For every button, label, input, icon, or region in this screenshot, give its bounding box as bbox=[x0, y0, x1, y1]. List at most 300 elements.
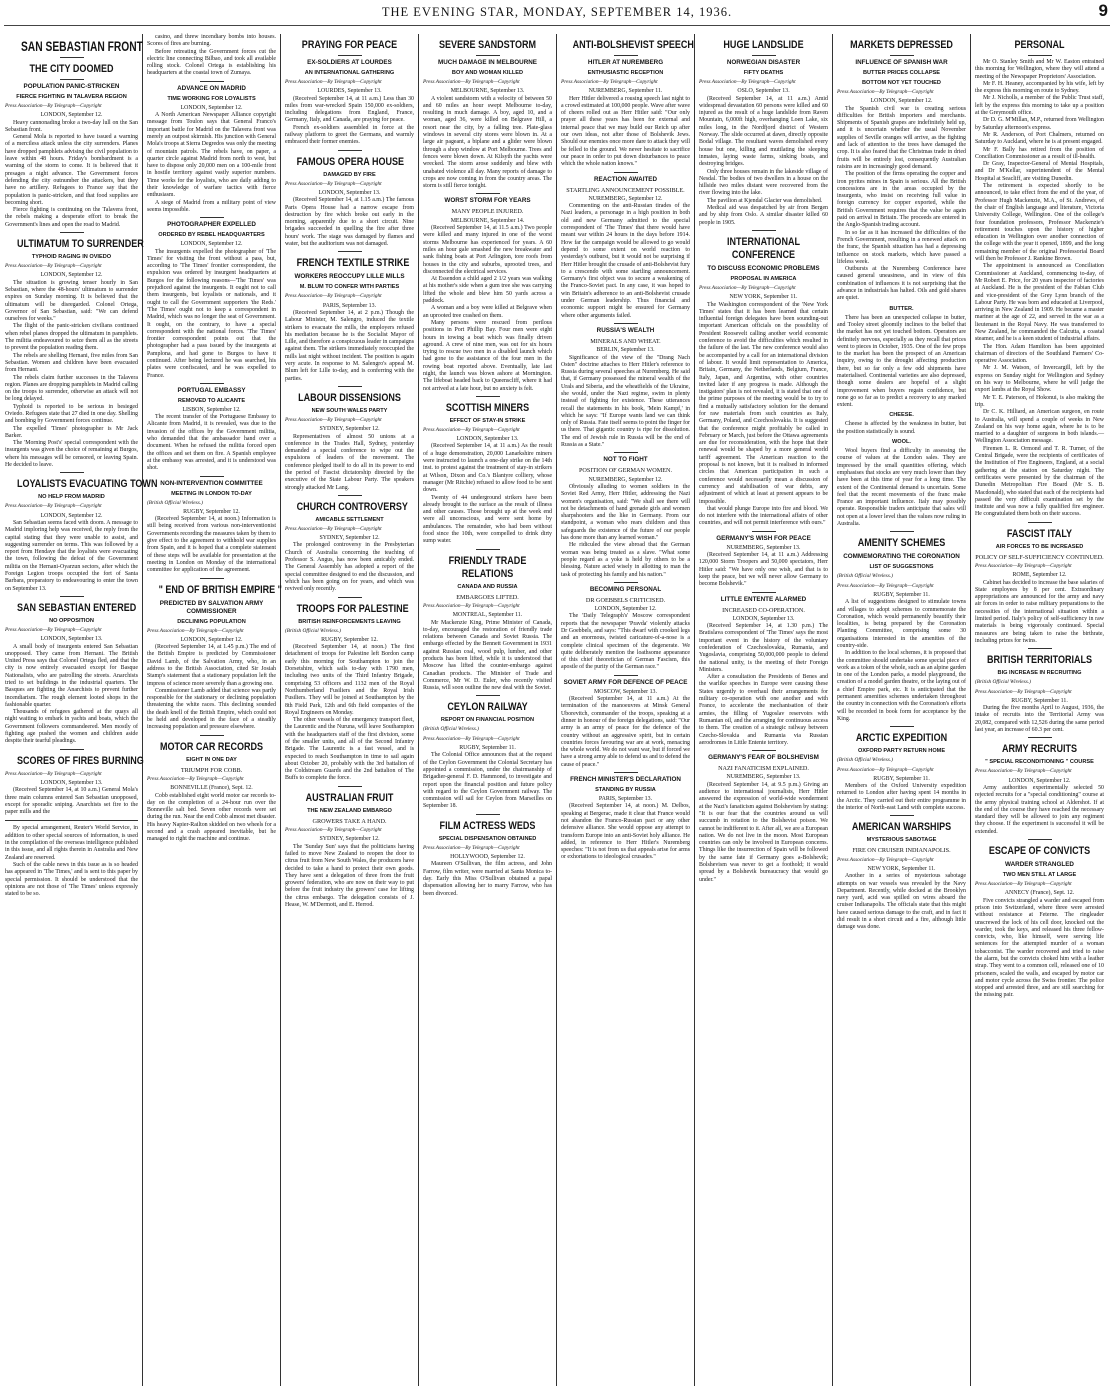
subheadline: NON-INTERVENTION COMMITTEE bbox=[160, 479, 263, 487]
separator-rule bbox=[338, 251, 362, 252]
paragraph: Obviously alluding to women soldiers in the Soviet Red Army, Herr Hitler, addressing the Nazi women's organisation, said: "We shall see there will not be detachments of hand grenade girls and women sharpshooters and the like in Germany. From our standpoint, a woman who rears children and thus safeguards the existence of the future of our people has done more than any learned woman." bbox=[561, 483, 690, 542]
dateline: ROME, September 12. bbox=[1012, 572, 1067, 579]
dateline: LONDON, September 13. bbox=[318, 189, 381, 196]
paragraph: The situation is growing tenser hourly in San Sebastian, where the 48-hours' ultimatum to surrender expires on Sunday morning. It is believed that the ultimatum will be disregarded. Colonel Ortega, Governor of San Sebastian, said: "We can defend ourselves for weeks." bbox=[5, 279, 138, 323]
headline: BRITISH TERRITORIALS bbox=[986, 654, 1093, 667]
separator-rule bbox=[890, 815, 914, 816]
wire-credit: Press Association—By Telegraph—Copyright bbox=[975, 768, 1072, 775]
paragraph: Dr D. G. M'Millan, M.P., returned from Wellington by Saturday afternoon's express. bbox=[975, 117, 1104, 131]
kicker: TYPHOID RAGING IN OVIEDO bbox=[31, 254, 112, 261]
paragraph: (Received September 14, at 11 a.m.) Less than 30 miles from war-wrecked Spain 150,000 ex-soldiers, including delegations from England, France, Germany, Italy, and Canada, are praying for peace. bbox=[285, 95, 414, 124]
kicker: SPECIAL DISPENSATION OBTAINED bbox=[438, 835, 537, 842]
wire-credit: Press Association—By Telegraph—Copyright bbox=[423, 735, 520, 742]
dateline: LONDON, September 12. bbox=[40, 272, 103, 279]
article-body bbox=[423, 861, 552, 897]
paragraph: Five convicts strangled a warder and escaped from prison into Switzerland, where three were arrested without resistance at Feterne. The ringleader unscrewed the lock of his cell door, knocked out the warder, took the keys, and released his three fellow-convicts, who, like himself, were serving life sentences for the attempted murder of a woman tobacconist. The warder recovered and tried to raise the alarm, but the convicts choked him with a leather strap. They went to a common cell, released one of 10 prisoners, scaled the walls, and escaped by motor car and motor cycle across the Swiss frontier. The police stopped and arrested three, and are still searching for the missing pair. bbox=[975, 897, 1104, 999]
wire-credit: (British Official Wireless.) bbox=[975, 679, 1031, 686]
dateline: PARIS, September 13. bbox=[322, 302, 377, 309]
kicker: BRITISH REINFORCEMENTS LEAVING bbox=[298, 618, 401, 625]
paragraph: A list of suggestions designed to stimulate towns and villages to adopt schemes to commemorate the Coronation, which would permanently beautify their localities, is being prepared by the Coronation Planting Committee, comprising some 30 organisations interested in the amenities of the country-side. bbox=[837, 599, 966, 649]
paragraph: Army authorities experimentally selected 50 rejected recruits for a "special conditioning" course at the army physical training school at Aldershot. If at the end of the course they have reached the necessary standard they will be allowed to join any regiment they choose. If the experiment is successful it will be extended. bbox=[975, 784, 1104, 835]
paragraph: The prolonged controversy in the Presbyterian Church of Australia concerning the teaching of Professor S. Angus, has now been amicably ended. The General Assembly has adopted a report of the special committee designed to end the discussion, and which has been going on for years, and which was revived only recently. bbox=[285, 542, 414, 593]
subheadline: POPULATION PANIC-STRICKEN bbox=[23, 83, 120, 90]
kicker: DECLINING POPULATION bbox=[177, 618, 246, 625]
article-body bbox=[285, 197, 414, 248]
headline: LOYALISTS EVACUATING TOWN bbox=[16, 478, 158, 491]
paragraph: Cabinet has decided to increase the base salaries of State employees by 8 per cent. Extraordinary appropriations are announced for the army and navy air forces in order to raise military preparations to the necessities of the international situation within a limited period. Italy's policy of self-sufficiency in raw materials is being vigorously continued. Special measures are being taken to raise the birthrate, including prizes for twins. bbox=[975, 579, 1104, 644]
subheadline: HITLER AT NUREMBERG bbox=[587, 59, 664, 66]
paragraph: He ridiculed the view abroad that the German woman was being treated as a slave. "What some people regard as a yoke is held by others to be a blessing. Nature acted wisely in allotting to man the task of protecting his family and his nation." bbox=[561, 542, 690, 578]
article-body bbox=[147, 34, 276, 78]
headline: CHURCH CONTROVERSY bbox=[296, 500, 408, 513]
dateline: LISBON, September 12. bbox=[182, 406, 241, 413]
subheadline: SOVIET ARMY FOR DEFENCE OF PEACE bbox=[563, 678, 688, 686]
paragraph: Herr Hitler delivered a rousing speech last night to a crowd estimated at 100,000 people. Wave after wave of cheers rolled out as Herr Hitler said: "Our only prayer all these years has been for external and internal peace that we may build our Reich up after our own ideas, not after those of Bolshevik Jews. Should our enemies once more dare to attack they will be felled to the ground. We never hesitate to sacrifice our peace in order to put down disturbances to peace which the whole nation knows." bbox=[561, 95, 690, 168]
kicker: AIR FORCES TO BE INCREASED bbox=[995, 543, 1084, 550]
dateline: NUREMBERG, September 12. bbox=[588, 195, 663, 202]
dateline: ANNECY (France), Sept. 12. bbox=[1004, 890, 1075, 897]
headline: HUGE LANDSLIDE bbox=[723, 39, 804, 51]
wire-credit: Press Association—By Telegraph—Copyright bbox=[285, 293, 382, 300]
subheadline: LITTLE ENTENTE ALARMED bbox=[720, 595, 807, 603]
kicker: LIST OF SUGGESTIONS bbox=[869, 564, 934, 571]
wire-credit: Press Association—By Telegraph—Copyright bbox=[147, 775, 244, 782]
paragraph: Members of the Oxford University expedition returned to London after having spent 14 months in the Arctic. They carried out their entire programme in the interior of North-east Land with complete success. bbox=[837, 783, 966, 812]
paragraph: (Received September 14, at 10 a.m.) General Mola's three main columns entered San Sebastian unopposed, except for sporadic sniping. Anarchists set fire to the paper mills and the bbox=[5, 787, 138, 816]
article-body bbox=[561, 203, 690, 320]
separator-rule bbox=[1028, 737, 1052, 738]
paragraph: The recent transfer of the Portuguese Embassy to Alicante from Madrid, it is revealed, was due to the invasion of the offices by the Government militia, who demanded that the ambassador hand over a document. When he refused the militia forced open the offices and set them on fire. A Spanish employee at the embassy was arrested, and it is understood was shot. bbox=[147, 414, 276, 472]
separator-rule bbox=[752, 592, 776, 593]
separator-rule bbox=[890, 726, 914, 727]
paragraph: The Colonial Office announces that at the request of the Ceylon Government the Colonial Secretary has appointed a commission, under the chairmanship of Brigadier-general F. D. Hammond, to investigate and report upon the financial position and future policy with regard to the Ceylon Government railway. The commission will sail for Ceylon from Marseilles on September 18. bbox=[423, 752, 552, 810]
paragraph: The 'Daily Telegraph's' Moscow correspondent reports that the newspaper 'Pravda' violently attacks Dr Goebbels, and says: "This dwarf with crooked legs and an enormous, twisted caricature-of-a-nose is a complete clinical specimen of the degenerate. We quite deliberately mention the loathsome appearance of this chief theoretician of German Fascism, this apostle of the purity of the German race." bbox=[561, 613, 690, 671]
headline: CEYLON RAILWAY bbox=[447, 701, 528, 714]
masthead bbox=[0, 0, 1114, 34]
separator-rule bbox=[614, 772, 638, 773]
article-body bbox=[147, 516, 276, 574]
paragraph: Mr O. Stanley Smith and Mr W. Easton entrained this morning for Wellington, where they will attend a meeting of the Newspaper Proprietors' Association. bbox=[975, 59, 1104, 80]
paragraph: Mr Mackenzie King, Prime Minister of Canada, to-day, encouraged the restoration of friendly trade relations between Canada and Soviet Russia. The embargo effected by the Bennett Government in 1931 against Russian coal, wood pulp, lumber, and other products has been lifted, while it is understood that Moscow has lifted the counter-embargo against Canadian products. The Minister of Trade and Commerce, Mr W. D. Euler, who recently visited Russia, will soon outline the new deal with the Soviet. bbox=[423, 619, 552, 692]
paragraph: Twenty of 44 underground strikers have been already brought to the surface as the result of illness and other causes. Those brought up at the week end were all unconscious, and were sent home by ambulances. The remainder, who had been without food since the 10th, were compelled to drink dirty sump water. bbox=[423, 494, 552, 545]
headline: FASCIST ITALY bbox=[1006, 527, 1073, 540]
dateline: NEW YORK, September 11. bbox=[729, 294, 798, 301]
headline: AMENITY SCHEMES bbox=[857, 537, 946, 550]
paragraph: Commissioner Lamb added that science was partly responsible for the stationary or declining population threatening the white races. This declining sounded the death knell of the British Empire, which could not be held and developed in the face of a steadily increasing population and pressure elsewhere. bbox=[147, 687, 276, 731]
article-body bbox=[699, 623, 828, 747]
separator-rule bbox=[890, 531, 914, 532]
article-body bbox=[147, 414, 276, 472]
wire-credit: (British Official Wireless.) bbox=[837, 757, 893, 764]
dateline: NUREMBERG, September 11. bbox=[588, 88, 663, 95]
paragraph: Mr J. M. Watson, of Invercargill, left by the express on Sunday night for Wellington and Sydney on his way to Melbourne, where he will judge the export lambs at the Royal Show. bbox=[975, 365, 1104, 394]
subheadline: GERMANY'S FEAR OF BOLSHEVISM bbox=[708, 754, 819, 762]
headline: MOTOR CAR RECORDS bbox=[159, 740, 264, 753]
separator-rule bbox=[1028, 55, 1052, 56]
article-body bbox=[699, 96, 828, 227]
paragraph: At Essendon a child aged 2 1/2 years was walking at his mother's side when a gum tree she was carrying lifted the whole and blew him 50 yards across a paddock. bbox=[423, 276, 552, 305]
dateline: LONDON, September 12. bbox=[40, 112, 103, 119]
dateline: LONDON, September 12. bbox=[40, 512, 103, 519]
article-body bbox=[561, 484, 690, 579]
subheadline: PREDICTED BY SALVATION ARMY COMMISSIONER bbox=[159, 599, 264, 615]
dateline: SYDNEY, September 12. bbox=[319, 426, 380, 433]
article-body bbox=[561, 355, 690, 450]
masthead-rule bbox=[4, 25, 1110, 26]
headline: PRAYING FOR PEACE bbox=[301, 39, 398, 51]
kicker: AMICABLE SETTLEMENT bbox=[315, 516, 384, 523]
kicker: EIGHT IN ONE DAY bbox=[186, 756, 237, 763]
paragraph: (Received September 14, at 11.5 a.m.) Two people were killed and many injured in one of the worst storms Melbourne has experienced for years. A 60 miles an hour gale smashed the new breakwater and sank fishing boats at Port Arlington, tore roofs from houses in the city and suburbs, uprooted trees, and disconnected the electrical services. bbox=[423, 225, 552, 275]
subheadline: ADVANCE ON MADRID bbox=[177, 84, 246, 92]
paragraph: The appointment is announced as Conciliation Commissioner at Auckland, commencing to-day, of Mr Robert E. Price, for 20 years inspector of factories at Auckland. He is the president of the Fabian Club and vice-president of the Grey Lynn branch of the Labour Party. He was born and educated at Liverpool, arriving in New Zealand in 1909. He became a master mariner at the age of 22, and served in the war as a lieutenant in the Royal Navy. He was transferred to New Zealand, he commanded the Calcutta, a coastal steamer, and he is a keen student of industrial affairs. bbox=[975, 263, 1104, 343]
paragraph: The Spanish civil war is creating serious difficulties for British importers and merchants. Shipments of Spanish grapes are indefinitely held up, and it is uncertain whether the usual November supplies of Seville oranges will arrive, as the fighting and lack of attention to the trees have damaged the crop. It is also feared that the Christmas trade in dried fruits will be entirely lost, consequently Australian raisins are in increasingly good demand. bbox=[837, 105, 966, 170]
wire-credit: (British Official Wireless.) bbox=[285, 627, 341, 634]
wire-credit: (British Official Wireless.) bbox=[423, 726, 479, 733]
wire-credit: Press Association—By Telegraph—Copyright bbox=[837, 89, 934, 95]
separator-rule bbox=[338, 495, 362, 496]
separator-rule bbox=[890, 55, 914, 56]
subheadline: REACTION AWAITED bbox=[593, 175, 658, 183]
article-body bbox=[423, 225, 552, 393]
headline: SAN SEBASTIAN ENTERED bbox=[16, 601, 137, 614]
paragraph: Mr R. Anderson, of Port Chalmers, returned on Saturday to Auckland, where he is at present engaged. bbox=[975, 131, 1104, 146]
dateline: SYDNEY, September 12. bbox=[319, 836, 380, 843]
paragraph: The other vessels of the emergency transport fleet, the Laurentic and the Nuruna, will leave Southampton with the headquarters staff of the first division, some of the smaller units, and all of the Second Infantry Brigade. The Laurentic is a fast vessel, and is expected to reach Southampton in time to sail again about October 20, probably with the 3rd battalion of the Coldstream Guards and the 2nd battalion of The Buffs to complete the force. bbox=[285, 717, 414, 782]
article-body bbox=[423, 96, 552, 191]
article-body bbox=[837, 315, 966, 410]
separator-rule bbox=[60, 596, 84, 597]
headline: AMERICAN WARSHIPS bbox=[851, 821, 952, 834]
separator-rule bbox=[338, 55, 362, 56]
wire-credit: Press Association—By Telegraph—Copyright bbox=[5, 503, 102, 510]
article-body bbox=[837, 448, 966, 528]
article-body bbox=[5, 644, 138, 746]
paragraph: that would plunge Europe into fire and blood. We do not interfere with the international affairs of other countries, and will not permit interference with ours." bbox=[699, 505, 828, 527]
wire-credit: Press Association—By Telegraph—Copyright bbox=[5, 770, 102, 777]
headline: SCOTTISH MINERS bbox=[445, 401, 530, 414]
deck: MINERALS AND WHEAT. bbox=[590, 337, 661, 345]
kicker: ENTHUSIASTIC RECEPTION bbox=[587, 70, 664, 76]
separator-rule bbox=[614, 452, 638, 453]
separator-rule bbox=[60, 232, 84, 233]
kicker: MYSTERIOUS SABOTAGE bbox=[866, 837, 937, 844]
dateline: LONDON, September 12. bbox=[870, 98, 933, 105]
kicker: REPORT ON FINANCIAL POSITION bbox=[440, 717, 535, 724]
headline: FAMOUS OPERA HOUSE bbox=[296, 155, 405, 168]
paragraph: In addition to the local schemes, it is proposed that the committee should undertake some special piece of work as a token of the whole, such as an alpine garden in one of the London parks, a model playground, the creation of a model garden theatre, or the laying out of a chief Empire park, etc. It is anticipated that the permanent amenities schemes undertaken throughout the country in connection with the Coronation's efforts will be recorded in book form for acceptance by the King. bbox=[837, 650, 966, 722]
article-body bbox=[5, 520, 138, 593]
column-7 bbox=[832, 34, 970, 1386]
paragraph: The 'Sunday Sun' says that the politicians having failed to move New Zealand to reopen the door to citrus fruit from New South Wales, the producers have decided to take a hand to protect their own goods. They have sent a delegation of three from the fruit growers' federation, who are now on their way to put before the fruit industry the growers' case for lifting the citrus embargo. The delegation consists of J. Hease, W. M'Dermott, and E. Herrod. bbox=[285, 843, 414, 909]
separator-rule bbox=[614, 675, 638, 676]
dateline: RUGBY, September 11. bbox=[459, 745, 516, 752]
wire-credit: Press Association—By Telegraph—Copyright bbox=[699, 79, 796, 85]
dateline: NUREMBERG, September 13. bbox=[726, 544, 801, 551]
deck: GROWERS TAKE A HAND. bbox=[312, 817, 387, 825]
article-body bbox=[147, 644, 276, 732]
wire-credit: Press Association—By Telegraph—Copyright bbox=[975, 563, 1072, 569]
article-body bbox=[975, 580, 1104, 646]
kicker: WOOL. bbox=[892, 439, 911, 446]
separator-rule bbox=[338, 386, 362, 387]
paragraph: (Received September 14, at 1.15 a.m.) The famous Paris Opera House had a narrow escape from destruction by fire which broke out early in the morning, apparently due to a short circuit. Nine brigades succeeded in quelling the fire after three hours' work. The stage was damaged by flames and water, but the auditorium was not damaged. bbox=[285, 197, 414, 248]
separator-rule bbox=[60, 472, 84, 473]
dateline: MELBOURNE, September 13. bbox=[450, 88, 525, 95]
paragraph: Firemen L. R. Ormond and T. R. Turner, of the Central Brigade, were the recipients of certificates of the Institution of Fire Engineers, England, at a social gathering at the station on Saturday night. The certificates were presented by the chairman of the Dunedin Metropolitan Fire Board (Mr S. B. Macdonald), who stated that each of the recipients had passed the very difficult examination set by the institute and was now a fully qualified fire engineer. He congratulated them both on their success. bbox=[975, 445, 1104, 518]
subheadline: PHOTOGRAPHER EXPELLED bbox=[167, 221, 256, 229]
deck: FIRE ON CRUISER INDIANAPOLIS. bbox=[852, 847, 951, 855]
article-body bbox=[423, 443, 552, 545]
subheadline: TO DISCUSS ECONOMIC PROBLEMS bbox=[707, 264, 820, 272]
kicker: EFFECT OF STAY-IN STRIKE bbox=[449, 417, 526, 424]
deck: POSITION OF GERMAN WOMEN. bbox=[578, 467, 673, 475]
paragraph: Medical aid was despatched by air from Bergen and by ship from Oslo. A similar disaster killed 60 people in 1905. bbox=[699, 205, 828, 226]
paragraph: The Washington correspondent of the 'New York Times' states that it has been learned that certain influential foreign delegates have been sounding-out important American officials on the possibility of President Roosevelt calling another world economic conference to avoid the difficulties which resulted in the failure of the last. The new conference would also be accompanied by a call for an international division of labour. It would limit representation to America, Britain, Germany, the Netherlands, Belgium, France, Italy, Japan, and Argentina, with other countries invited later if any progress is made. Although the instigators' plan is not revealed, it is stated that one of the prime purposes of the meeting would be to try to find a mutually satisfactory solution for the demand for raw materials from such countries as Italy, Germany, Poland, and Czechoslovakia. It is suggested that the conference might profitably be called in February or March, just before the Ottawa agreements are due for reconsideration, with the hope that their renewal would be shaped by a more general world tariff agreement. The American reaction to the proposal is not known, but it is realised in informed circles that American participation in such a conference would necessarily mean a discussion of currency and stabilisation of war debts, any adjustment of which at least at present appears to be impossible. bbox=[699, 301, 828, 505]
separator-rule bbox=[338, 597, 362, 598]
dateline: RUGBY, September 11. bbox=[873, 775, 930, 782]
headline: FRENCH TEXTILE STRIKE bbox=[296, 257, 410, 270]
kicker: " SPECIAL RECONDITIONING " COURSE bbox=[985, 759, 1094, 766]
deck: MANY PEOPLE INJURED. bbox=[451, 208, 524, 216]
article-body bbox=[285, 96, 414, 147]
paragraph: After a consultation the Presidents of Benes and the warlike speeches in Europe were causing these States urgently to overhaul their arrangements for military co-operation with one another and with France, to accelerate the mechanisation of their armies, the filling of Yugoslav reservoirs with Rumanian oil, and the arranging for continuous access to them. The creation of a strategic railway between Czecho-Slovakia and Rumania via Russian aerodromes in Little Entente territory. bbox=[699, 674, 828, 746]
paragraph: A woman and a boy were killed at Belgrave when an uprooted tree crashed on them. bbox=[423, 305, 552, 319]
paragraph: Cobb established eight world motor car records to-day on the completion of a 24-hour run over the Bonneville salt bed. Seven other records were set during the run. Near the end Cobb almost met disaster. His heavy Napier-Railton skidded on two wheels for a second and a crash appeared inevitable, but he managed to right the machine and continue. bbox=[147, 792, 276, 843]
separator-rule bbox=[752, 230, 776, 231]
paragraph: San Sebastian seems faced with doom. A message to Madrid imploring help was received, the reply from the capital stating that they were unable to assist, and suggesting surrender on terms. This was followed by a report from Hendaye that the loyalists were evacuating the town, following the defeat of the Government militia on the Hernani-Oyarzun sectors, after which the Foreign Legion troops occupied the fort of Santa Barbara, preparatory to endeavouring to enter the town on September 13. bbox=[5, 519, 138, 592]
headline: " END OF BRITISH EMPIRE " bbox=[158, 583, 282, 596]
article-body bbox=[561, 803, 690, 861]
wire-credit: Press Association—By Telegraph—Copyright bbox=[699, 284, 796, 291]
article-body bbox=[561, 96, 690, 169]
dateline: BONNEVILLE (France), Sept. 12. bbox=[170, 785, 253, 792]
dateline: NUREMBERG, September 13. bbox=[726, 774, 801, 781]
article-body bbox=[699, 782, 828, 884]
separator-rule bbox=[752, 531, 776, 532]
article-body bbox=[285, 844, 414, 910]
headline: SAN SEBASTIAN FRONT bbox=[20, 39, 143, 54]
kicker: DAMAGED BY FIRE bbox=[323, 171, 376, 178]
wire-credit: Press Association—By Telegraph—Copyright bbox=[5, 103, 102, 109]
wire-credit: Press Association—By Telegraph—Copyright bbox=[285, 525, 382, 532]
dateline: LONDON, September 12. bbox=[180, 104, 243, 111]
kicker: ORDERED BY REBEL HEADQUARTERS bbox=[158, 232, 265, 239]
kicker: BUTTER PRICES COLLAPSE bbox=[862, 70, 941, 76]
article-body bbox=[423, 752, 552, 810]
kicker: BIG INCREASE IN RECRUITING bbox=[997, 670, 1082, 677]
paragraph: Typhoid is reported to be serious in besieged Oviedo. Refugees state that 27 died in one day. Shelling and bombing by Government forces continue. bbox=[5, 403, 138, 425]
article-body bbox=[837, 106, 966, 303]
article-body bbox=[975, 785, 1104, 836]
article-body bbox=[561, 696, 690, 769]
wire-credit: Press Association—By Telegraph—Copyright bbox=[285, 79, 382, 85]
paragraph: The rebels are shelling Hernani, five miles from San Sebastian. Women and children have been evacuated from Hernani. bbox=[5, 352, 138, 374]
subheadline: WORST STORM FOR YEARS bbox=[444, 197, 531, 205]
kicker: TIME WORKING FOR LOYALISTS bbox=[167, 95, 256, 102]
headline: ESCAPE OF CONVICTS bbox=[988, 845, 1091, 858]
kicker: STANDING BY RUSSIA bbox=[595, 787, 656, 794]
subheadline: BECOMING PERSONAL bbox=[589, 585, 662, 593]
paragraph: Mr T. E. Paterson, of Hokonui, is also making the trip. bbox=[975, 394, 1104, 408]
subheadline: COMMEMORATING THE CORONATION bbox=[843, 553, 960, 561]
dateline: NUREMBERG, September 12. bbox=[588, 476, 663, 483]
separator-rule bbox=[1028, 839, 1052, 840]
subheadline: PORTUGAL EMBASSY bbox=[177, 386, 246, 394]
paragraph: Mr F. H. Heaney, accompanied by his wife, left by the express this morning en route to Sydney. bbox=[975, 80, 1104, 95]
article-body bbox=[699, 302, 828, 506]
wire-credit: Press Association—By Telegraph—Copyright bbox=[5, 263, 102, 270]
wire-credit: Press Association—By Telegraph—Copyright bbox=[975, 881, 1072, 888]
dateline: OSLO, September 13. bbox=[737, 88, 790, 95]
kicker: FIFTY DEATHS bbox=[743, 70, 784, 76]
separator-rule bbox=[1028, 522, 1052, 523]
deck: STARTLING ANNOUNCEMENT POSSIBLE. bbox=[566, 186, 685, 194]
paragraph: A small body of insurgents entered San Sebastian unopposed. They came from Hernani. The British United Press says that Colonel Ortega fled, and that the city is now entirely evacuated except for Basque Nationalists, who are patrolling the streets. Anarchists tried to set buildings in the industrial quarters. The Basques are fighting the Anarchists to prevent further incendiarism. The rough element looted shops in the fashionable quarter. bbox=[5, 643, 138, 708]
paragraph: French ex-soldiers assembled in force at the railway platform to greet the Germans, and warmly embraced their former enemies. bbox=[285, 124, 414, 146]
dateline: LONDON, September 12. bbox=[1008, 777, 1071, 784]
article-body bbox=[5, 280, 138, 470]
dateline: LONDON, September 13. bbox=[40, 779, 103, 786]
article-body bbox=[837, 873, 966, 931]
subheadline: WORKERS REOCCUPY LILLE MILLS bbox=[294, 273, 405, 281]
wire-credit: Press Association—By Telegraph—Copyright bbox=[423, 602, 520, 609]
wire-credit: Press Association—By Telegraph—Copyright bbox=[285, 416, 382, 423]
paragraph: The Hon. Adam Hamilton has been appointed chairman of directors of the Southland Farmers' Co-operative Association. bbox=[975, 343, 1104, 365]
wire-credit: Press Association—By Telegraph—Copyright bbox=[837, 766, 934, 773]
dateline: RUGBY, September 12. bbox=[321, 636, 378, 643]
paragraph: Such of the cable news in this issue as is so headed has appeared in 'The Times,' and is sent to this paper by special permission. It should be understood that the opinions are not those of 'The Times' unless expressly stated to be so. bbox=[5, 861, 138, 898]
paragraph: Mr J. Nicholls, a member of the Public Trust staff, left by the express this morning to take up a position at the Greymouth office. bbox=[975, 95, 1104, 117]
wire-credit: Press Association—By Telegraph—Copyright bbox=[561, 79, 658, 85]
deck: EMBARGOES LIFTED. bbox=[456, 593, 519, 601]
wire-credit: (British Official Wireless.) bbox=[837, 573, 893, 580]
separator-rule bbox=[614, 323, 638, 324]
paragraph: (Received September 14, at 9.5 p.m.) Giving an audience to international journalists, Herr Hitler answered the expression of world-wide wonderment at the Nazi's fanaticism against Bolshevism by stating: "It is our fear that the countries around us will succumb in rotation to the Bolshevist poison. We cannot be indifferent to it. After all, we are a European nation. We do not live in the moon. Most European countries can only be involved in European concerns. Things like the insurrection of Spain will be followed by the same fate if Germany goes a-Bolshevik; Bolshevism was never to get a foothold; it would spread by a Bolshevik bureaucracy that would go under." bbox=[699, 781, 828, 883]
article-body bbox=[699, 552, 828, 588]
kicker: PROPOSAL IN AMERICA bbox=[730, 275, 797, 282]
paragraph: (Received September 14, at 1.30 p.m.) The Bratislava correspondent of 'The Times' says the most important event in the history of the voluntary confederation of Czechoslovakia, Rumania, and Yugoslavia, comprising 50,000,000 people to defend the national unity, is the meeting of their Foreign Ministers. bbox=[699, 623, 828, 673]
dateline: LONDON, September 13. bbox=[732, 615, 795, 622]
page-number: 9 bbox=[1098, 1, 1108, 20]
dateline: LONDON, September 12. bbox=[180, 241, 243, 248]
wire-credit: (British Official Wireless.) bbox=[147, 499, 203, 506]
kicker: NO HELP FROM MADRID bbox=[38, 494, 105, 501]
paragraph: Dr C. K. Hilliard, an American surgeon, en route to Australia, will spend a couple of weeks in New Zealand on his way home again, where he is to be married to a daughter of surgeons in both islands.—Wellington Association message. bbox=[975, 409, 1104, 445]
separator-rule bbox=[60, 749, 84, 750]
dateline: LONDON, September 12. bbox=[180, 636, 243, 643]
article-body bbox=[285, 644, 414, 783]
separator-rule bbox=[614, 582, 638, 583]
article-body bbox=[837, 783, 966, 812]
paragraph: A siege of Madrid from a military point of view seems impossible. bbox=[147, 199, 276, 213]
paragraph: (Received September 14, at noon.) The first detachment of troops for Palestine left Bordon camp early this morning for Southampton to join the Dorsetshire, which sails to-day with 1790 men, including two units of the Third Infantry Brigade, comprising 53 officers and 1132 men of the Royal Northumberland Fusiliers and the Royal Irish Fusiliers. They will be joined at Southampton by the 8th Field Park, 12th and 6th field companies of the Royal Engineers on Monday. bbox=[285, 644, 414, 716]
kicker: MEETING IN LONDON TO-DAY bbox=[171, 490, 252, 497]
paragraph: Wool buyers find a difficulty in assessing the course of values at the London sales. They are impressed by the small quantities offering, which emphasises that stocks are very much lower than they have been at this time of year for a long time. The extent of the Continental demand is uncertain. Some feel that the recent movements of the franc make France an important influence. Italy may possibly operate. Responsible traders anticipate that sales will not open at a lower level than the values now ruling in Australia. bbox=[837, 448, 966, 528]
separator-rule bbox=[338, 150, 362, 151]
wire-credit: Press Association—By Telegraph—Copyright bbox=[423, 844, 520, 851]
dateline: LOURDES, September 13. bbox=[317, 88, 382, 95]
wire-credit: Press Association—By Telegraph—Copyright bbox=[423, 426, 520, 433]
headline: SCORES OF FIRES BURNING bbox=[16, 754, 144, 767]
headline: PERSONAL bbox=[1014, 39, 1065, 51]
paragraph: Representatives of almost 50 unions at a conference in the Trades Hall, Sydney, yesterday demanded a special conference to wipe out the expulsions of leaders of the movement. The conference pledged itself to do all in its power to end the period of Fascist dictatorship directed by the executive of the State Labour Party. The speakers strongly attacked Mr Lang. bbox=[285, 433, 414, 491]
column-rule bbox=[5, 820, 138, 821]
subheadline: NOT TO FIGHT bbox=[603, 456, 648, 464]
subheadline: FRENCH MINISTER'S DECLARATION bbox=[570, 776, 681, 784]
paragraph: (Received September 14, at 11 a.m.) As the result of a huge demonstration, 20,000 Lanarkshire miners were instructed to launch a one-day strike on the 14th inst. to protest against the treatment of stay-in strikers at Wilson, Dixon and Co.'s Blantyre colliery, whose manager (Mr Ritchie) refused to allow food to be sent down. bbox=[423, 443, 552, 494]
paragraph: The rebels claim further successes in the Talavera region. Planes are dropping pamphlets in Madrid calling on the troops to surrender, otherwise an attack will not be long delayed. bbox=[5, 374, 138, 403]
subheadline: RUSSIA'S WEALTH bbox=[596, 326, 655, 334]
paragraph: Fierce fighting is continuing on the Talavera front, the rebels making a desperate effort to break the Government's lines and open the road to Madrid. bbox=[5, 207, 138, 228]
dateline: LONDON, September 13. bbox=[456, 436, 519, 443]
subheadline: EX-SOLDIERS AT LOURDES bbox=[307, 59, 392, 66]
column-1 bbox=[4, 34, 158, 1386]
column-6 bbox=[694, 34, 832, 1386]
deck: POLICY OF SELF-SUFFICIENCY CONTINUED. bbox=[975, 553, 1104, 561]
column-8 bbox=[970, 34, 1108, 1386]
separator-rule bbox=[476, 396, 500, 397]
kicker: BOTTOM NOT YET TOUCHED bbox=[862, 80, 941, 86]
kicker: CANADA AND RUSSIA bbox=[457, 583, 518, 590]
headline: INTERNATIONAL CONFERENCE bbox=[726, 235, 800, 261]
paragraph: Before retreating the Government forces cut the electric line connecting Bilbao, and took all available rolling stock. Colonel Ortega is establishing his headquarters at the coastal town of Zumaya. bbox=[147, 48, 276, 77]
headline: ARMY RECRUITS bbox=[1001, 743, 1078, 756]
paragraph: General Mola is reported to have issued a warning of a merciless attack unless the city surrenders. Planes have dropped pamphlets advising the civil population to leave within 48 hours. Friday's bombardment is a warning of the storm to come. It is believed that it presages a night advance. The Government forces defending the city outnumber the attackers, but they have no artillery. Refugees to France say that the population is panic-stricken, and that food supplies are becoming short. bbox=[5, 134, 138, 206]
masthead-title: THE EVENING STAR, MONDAY, SEPTEMBER 14, 1936. bbox=[381, 5, 733, 19]
article-body bbox=[837, 421, 966, 436]
paragraph: Another in a series of mysterious sabotage attempts on war vessels was revealed by the Navy Department. Recently, while docked at the Brooklyn navy yard, acid was spilled on wires aboard the cruiser Indianapolis. The officials state that this might have caused serious damage to the craft, and in fact it did result in a short circuit and a fire, although little damage was done. bbox=[837, 873, 966, 931]
dateline: RUGBY, September 11. bbox=[1011, 697, 1068, 704]
separator-rule bbox=[200, 476, 224, 477]
kicker: TWO MEN STILL AT LARGE bbox=[1002, 872, 1077, 879]
paragraph: A violent sandstorm with a velocity of between 50 and 60 miles an hour swept Melbourne to-day, resulting in much damage. A boy, aged 10, and a woman, aged 36, were killed on Belgrave Hill, a resort near the city, by a falling tree. Plate-glass windows in several city stores were blown in. At a large air pageant, a biplane and a glider were blown through a shop window at Port Melbourne. Trees and fences were blown down. At Kilsyth the yachts were wrecked. The storm arose suddenly and blew with unabated violence all day. Many reports of damage to crops are now coming in from the country areas. The storm is still fierce tonight. bbox=[423, 95, 552, 190]
separator-rule bbox=[476, 193, 500, 194]
paragraph: Significance of the view of the "Drang Nach Osten" doctrine attaches to Herr Hitler's reference to Russia during several speeches at Nuremberg. He said that, if Germany possessed the mineral wealth of the Urals and Siberia, and the wheatfields of the Ukraine, she would, under the Nazi regime, swim in plenty instead of fighting for existence. These utterances recall the statements in his book, 'Mein Kampf,' in which he says: "If Europe wants land we can think only of Russia. Fate itself seems to point the finger for us there. That gigantic country is ripe for dissolution. The end of Jewish rule in Russia will be the end of Russia as a State." bbox=[561, 354, 690, 449]
column-4 bbox=[418, 34, 556, 1386]
wire-credit: Press Association—By Telegraph—Copyright bbox=[5, 626, 102, 633]
wire-credit: Press Association—By Telegraph—Copyright bbox=[975, 688, 1072, 695]
paragraph: Cheese is affected by the weakness in butter, but the position statistically is sound. bbox=[837, 421, 966, 435]
paragraph: During the five months April to August, 1936, the intake of recruits into the Territorial Army was 20,082, compared with 12,526 during the same period last year, an increase of 60.3 per cent. bbox=[975, 705, 1104, 734]
paragraph: Mr F. Bally has retired from the position of Conciliation Commissioner as a result of ill-health. bbox=[975, 146, 1104, 160]
paragraph: A North American Newspaper Alliance copyright message from Toulon says that General Franco's important battle for Madrid on the Talavera front was merely an outpost skirmish. His junction with General Mola's troops at Sierra Degredos was only the meeting of mountain patrols. The rebels have, on paper, a quarter circle against Madrid from north to west, but have to dispose only 20,000 men on a 100-mile front in hostile territory against vastly superior numbers. Time works for the loyalists, who are daily adding to their knowledge of warfare tactics with fierce enthusiasm. bbox=[147, 112, 276, 199]
headline: ANTI-BOLSHEVIST SPEECH bbox=[572, 39, 694, 51]
article-body bbox=[285, 310, 414, 383]
separator-rule bbox=[60, 57, 84, 58]
dateline: LONDON, September 12. bbox=[594, 606, 657, 613]
kicker: NO OPPOSITION bbox=[49, 617, 94, 624]
dateline: MELBOURNE, September 14. bbox=[450, 217, 525, 224]
separator-rule bbox=[60, 79, 84, 80]
subheadline: MUCH DAMAGE IN MELBOURNE bbox=[438, 59, 537, 66]
article-body bbox=[5, 825, 138, 898]
headline: SEVERE SANDSTORM bbox=[438, 39, 537, 51]
kicker: FIERCE FIGHTING IN TALAVERA REGION bbox=[16, 94, 127, 100]
article-body bbox=[975, 59, 1104, 519]
kicker: THE NEW ZEALAND EMBARGO bbox=[307, 807, 392, 814]
wire-credit: Press Association—By Telegraph—Copyright bbox=[837, 856, 934, 863]
deck: INCREASED CO-OPERATION. bbox=[722, 606, 805, 614]
separator-rule bbox=[752, 55, 776, 56]
separator-rule bbox=[614, 55, 638, 56]
paragraph: (Received September 14, at 11 a.m.) At the termination of the manoeuvres at Minsk General Uborevitch, commander of the troops, speaking at a dinner in honour of the foreign delegations, said: "Our army is an army of peace for the defence of the country without an aggressive spirit, but in certain countries forces favouring war are at work, menacing the whole world. We do not want war, but if forced we have a strong army able to defend us and to defend the cause of peace." bbox=[561, 696, 690, 768]
kicker: M. BLUM TO CONFER WITH PARTIES bbox=[299, 284, 400, 291]
paragraph: The 'Morning Post's' special correspondent with the insurgents was given the choice of remaining at Burgos, where his messages will be censored, or leaving Spain. He decided to leave. bbox=[5, 440, 138, 469]
headline: MARKETS DEPRESSED bbox=[850, 39, 953, 51]
column-5 bbox=[556, 34, 694, 1386]
headline: FRIENDLY TRADE RELATIONS bbox=[448, 554, 527, 580]
